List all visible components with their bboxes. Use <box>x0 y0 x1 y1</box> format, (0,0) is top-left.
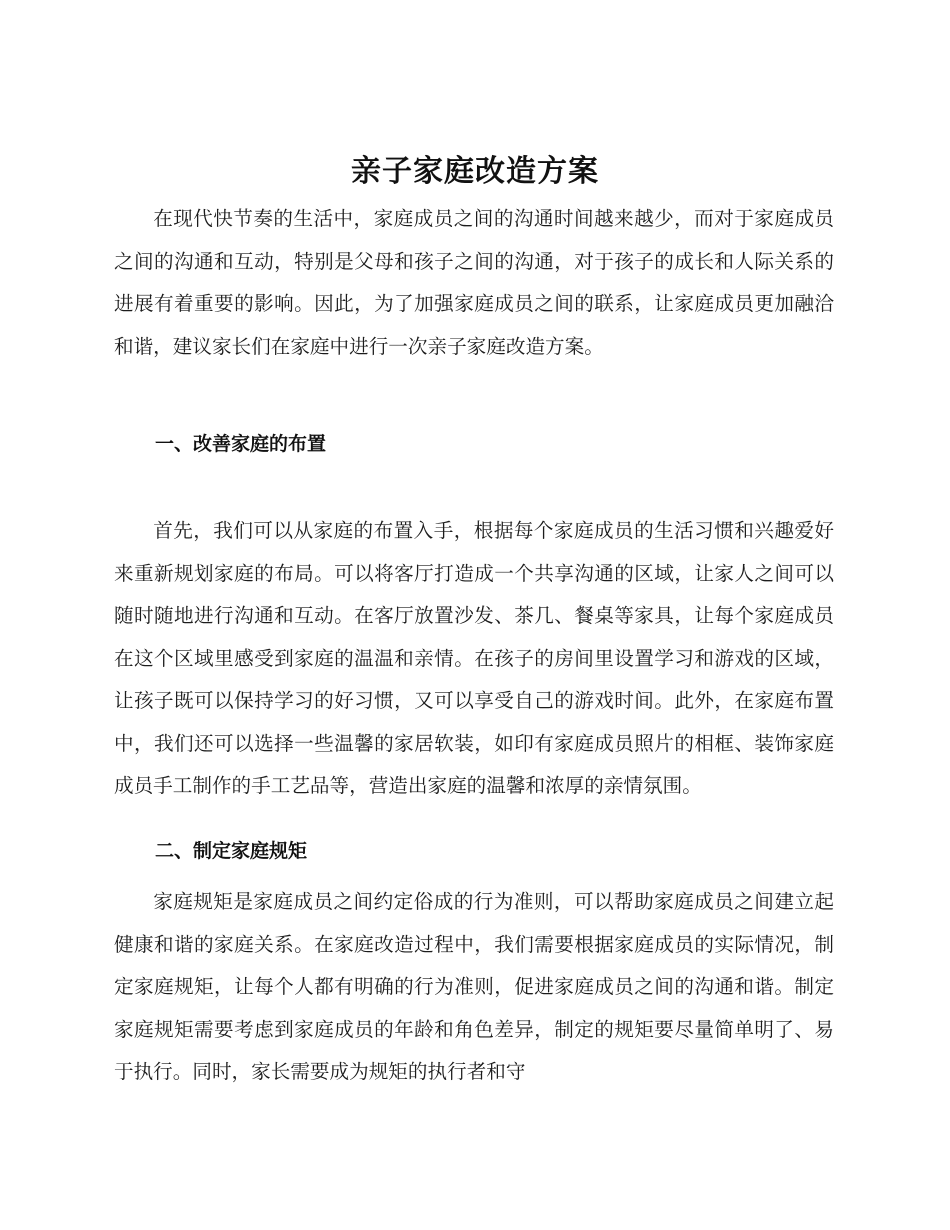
document-title: 亲子家庭改造方案 <box>351 154 599 189</box>
section-heading-layout: 一、改善家庭的布置 <box>155 433 327 455</box>
intro-paragraph: 在现代快节奏的生活中，家庭成员之间的沟通时间越来越少，而对于家庭成员之间的沟通和互动，特别是父母和孩子之间的沟通，对于孩子的成长和人际关系的进展有着重要的影响。因此，为了加强家庭成员之间的联系，让家庭成员更加融洽和谐，建议家长们在家庭中进行一次亲子家庭改造方案。 <box>114 207 834 358</box>
section-heading-rules: 二、制定家庭规矩 <box>155 840 308 862</box>
section-body-rules: 家庭规矩是家庭成员之间约定俗成的行为准则，可以帮助家庭成员之间建立起健康和谐的家庭关系。在家庭改造过程中，我们需要根据家庭成员的实际情况，制定家庭规矩，让每个人都有明确的行为准则，促进家庭成员之间的沟通和谐。制定家庭规矩需要考虑到家庭成员的年龄和角色差异，制定的规矩要尽量简单明了、易于执行。同时，家长需要成为规矩的执行者和守 <box>114 890 834 1083</box>
section-body-layout: 首先，我们可以从家庭的布置入手，根据每个家庭成员的生活习惯和兴趣爱好来重新规划家庭的布局。可以将客厅打造成一个共享沟通的区域，让家人之间可以随时随地进行沟通和互动。在客厅放置沙发、茶几、餐桌等家具，让每个家庭成员在这个区域里感受到家庭的温温和亲情。在孩子的房间里设置学习和游戏的区域，让孩子既可以保持学习的好习惯，又可以享受自己的游戏时间。此外，在家庭布置中，我们还可以选择一些温馨的家居软装，如印有家庭成员照片的相框、装饰家庭成员手工制作的手工艺品等，营造出家庭的温馨和浓厚的亲情氛围。 <box>114 519 834 797</box>
